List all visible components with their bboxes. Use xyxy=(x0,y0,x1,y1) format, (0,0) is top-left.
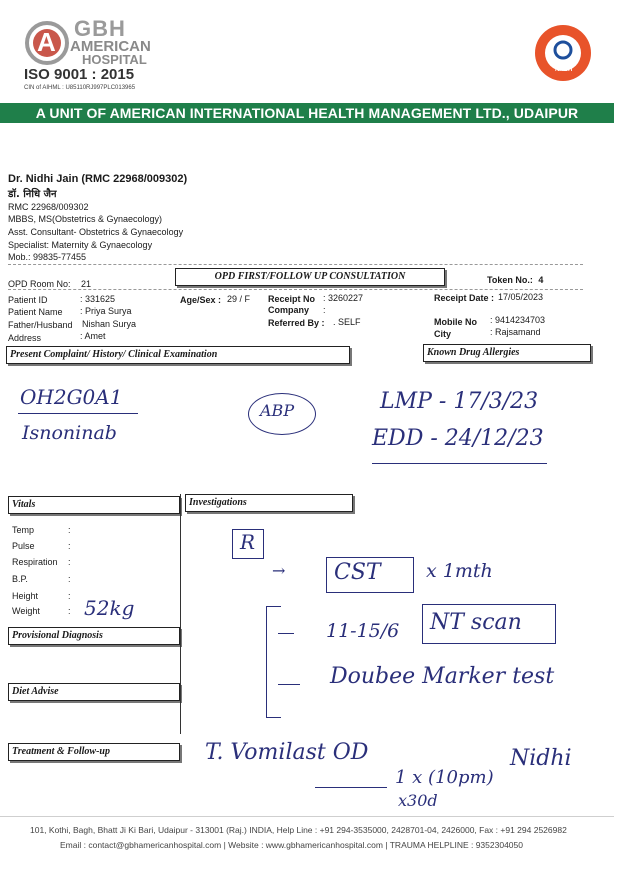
lmp-note: LMP - 17/3/23 xyxy=(380,389,539,414)
rx-symbol: R xyxy=(240,530,256,554)
vital-colon: : xyxy=(68,591,71,601)
inv-cst-freq: x 1mth xyxy=(426,560,493,582)
vital-height: Height xyxy=(12,591,39,601)
complaint-underline xyxy=(18,413,138,414)
section-vitals: Vitals xyxy=(8,496,180,514)
receipt-date-value: 17/05/2023 xyxy=(498,292,544,302)
doctor-signature: Nidhi xyxy=(510,746,572,771)
vital-weight: Weight xyxy=(12,606,40,616)
brand-gbh: GBH xyxy=(74,16,126,41)
tx-dose-line xyxy=(315,787,387,788)
inv-double-marker: Doubee Marker test xyxy=(330,664,555,689)
tx-medicine: T. Vomilast OD xyxy=(205,740,369,765)
opd-room-value: 21 xyxy=(81,279,92,289)
arrow-1: → xyxy=(272,561,286,580)
doctor-name: Dr. Nidhi Jain (RMC 22968/009302) xyxy=(8,173,188,185)
vital-pulse: Pulse xyxy=(12,541,35,551)
address-value: : Amet xyxy=(80,331,106,341)
edd-underline xyxy=(372,463,547,464)
patient-id-label: Patient ID xyxy=(8,295,48,305)
inv-nt-weeks: 11-15/6 xyxy=(326,620,400,642)
nabh-seal xyxy=(533,23,593,83)
section-investigations: Investigations xyxy=(185,494,353,512)
complaint-line-2: Isnoninab xyxy=(22,422,117,444)
vital-colon: : xyxy=(68,557,71,567)
vital-colon: : xyxy=(68,574,71,584)
doctor-degree: MBBS, MS(Obstetrics & Gynaecology) xyxy=(8,214,163,224)
patient-id-value: : 331625 xyxy=(80,294,116,304)
inv-bracket-tick xyxy=(278,633,294,634)
opd-room-label: OPD Room No: xyxy=(8,279,71,289)
patient-name-value: : Priya Surya xyxy=(80,306,132,316)
city-label: City xyxy=(434,329,452,339)
brand-american: AMERICAN xyxy=(70,38,151,55)
hospital-logo xyxy=(24,14,164,94)
patient-name-label: Patient Name xyxy=(8,307,63,317)
logo-letter: A xyxy=(37,27,56,57)
address-label: Address xyxy=(8,333,42,343)
inv-nt-scan: NT scan xyxy=(430,610,522,635)
tx-duration: x30d xyxy=(398,791,438,810)
company-label: Company xyxy=(268,305,310,315)
vital-colon: : xyxy=(68,606,71,616)
edd-note: EDD - 24/12/23 xyxy=(372,426,544,451)
father-value: Nishan Surya xyxy=(82,319,137,329)
referred-label: Referred By : xyxy=(268,318,325,328)
section-treatment: Treatment & Follow-up xyxy=(8,743,180,761)
consult-title: OPD FIRST/FOLLOW UP CONSULTATION xyxy=(175,268,445,286)
section-provisional: Provisional Diagnosis xyxy=(8,627,180,645)
doctor-name-hindi: डॉ. निधि जैन xyxy=(8,189,57,200)
token-value: 4 xyxy=(538,275,544,285)
token xyxy=(487,275,543,285)
doctor-mobile: Mob.: 99835-77455 xyxy=(8,252,87,262)
doctor-position: Asst. Consultant- Obstetrics & Gynaecology xyxy=(8,227,184,237)
section-allergies: Known Drug Allergies xyxy=(423,344,591,362)
divider xyxy=(8,289,583,290)
referred-value: . SELF xyxy=(333,317,361,327)
iso-label: ISO 9001 : 2015 xyxy=(24,66,135,83)
agesex-label: Age/Sex : xyxy=(180,295,222,305)
footer-divider xyxy=(0,816,614,817)
cin-label: CIN of AIHML : U85110RJ997PLC013965 xyxy=(24,85,136,91)
token-label: Token No.: xyxy=(487,275,533,285)
doctor-rmc: RMC 22968/009302 xyxy=(8,202,89,212)
father-label: Father/Husband xyxy=(8,320,73,330)
opd-room xyxy=(8,279,91,289)
doctor-specialist: Specialist: Maternity & Gynaecology xyxy=(8,240,153,250)
section-complaint: Present Complaint/ History/ Clinical Examination xyxy=(6,346,350,364)
footer-address: 101, Kothi, Bagh, Bhatt Ji Ki Bari, Udaipur - 313001 (Raj.) INDIA, Help Line : +91 294-3535000, 2428701-04, 2426000, Fax : +91 294 2526982 xyxy=(30,825,567,835)
column-divider xyxy=(180,494,181,734)
inv-cst: CST xyxy=(334,560,381,585)
tx-dose: 1 x (10pm) xyxy=(395,767,494,788)
complaint-line-1: OH2G0A1 xyxy=(20,385,123,409)
agesex-value: 29 / F xyxy=(227,294,251,304)
inv-bracket xyxy=(266,606,281,718)
receipt-value: : 3260227 xyxy=(323,293,364,303)
section-diet: Diet Advise xyxy=(8,683,180,701)
unit-band: A UNIT OF AMERICAN INTERNATIONAL HEALTH MANAGEMENT LTD., UDAIPUR xyxy=(0,103,614,123)
mobile-value: : 9414234703 xyxy=(490,315,546,325)
vital-respiration: Respiration xyxy=(12,557,58,567)
vital-bp: B.P. xyxy=(12,574,28,584)
abp-note: ABP xyxy=(260,401,295,420)
nabh-label: NABH xyxy=(555,67,573,73)
nabh-seal-icon xyxy=(533,23,593,83)
divider xyxy=(8,264,583,265)
receipt-label: Receipt No xyxy=(268,294,316,304)
mobile-label: Mobile No xyxy=(434,317,477,327)
city-value: : Rajsamand xyxy=(490,327,541,337)
vital-temp: Temp xyxy=(12,525,35,535)
vital-colon: : xyxy=(68,541,71,551)
footer-contact: Email : contact@gbhamericanhospital.com | Website : www.gbhamericanhospital.com | TRAUMA HELPLINE : 9352304050 xyxy=(60,840,523,850)
brand-hospital: HOSPITAL xyxy=(82,52,147,67)
inv-bracket-tick xyxy=(278,684,300,685)
vital-colon: : xyxy=(68,525,71,535)
company-value: : xyxy=(323,305,326,315)
weight-value: 52kg xyxy=(84,596,135,620)
receipt-date-label: Receipt Date : xyxy=(434,293,495,303)
